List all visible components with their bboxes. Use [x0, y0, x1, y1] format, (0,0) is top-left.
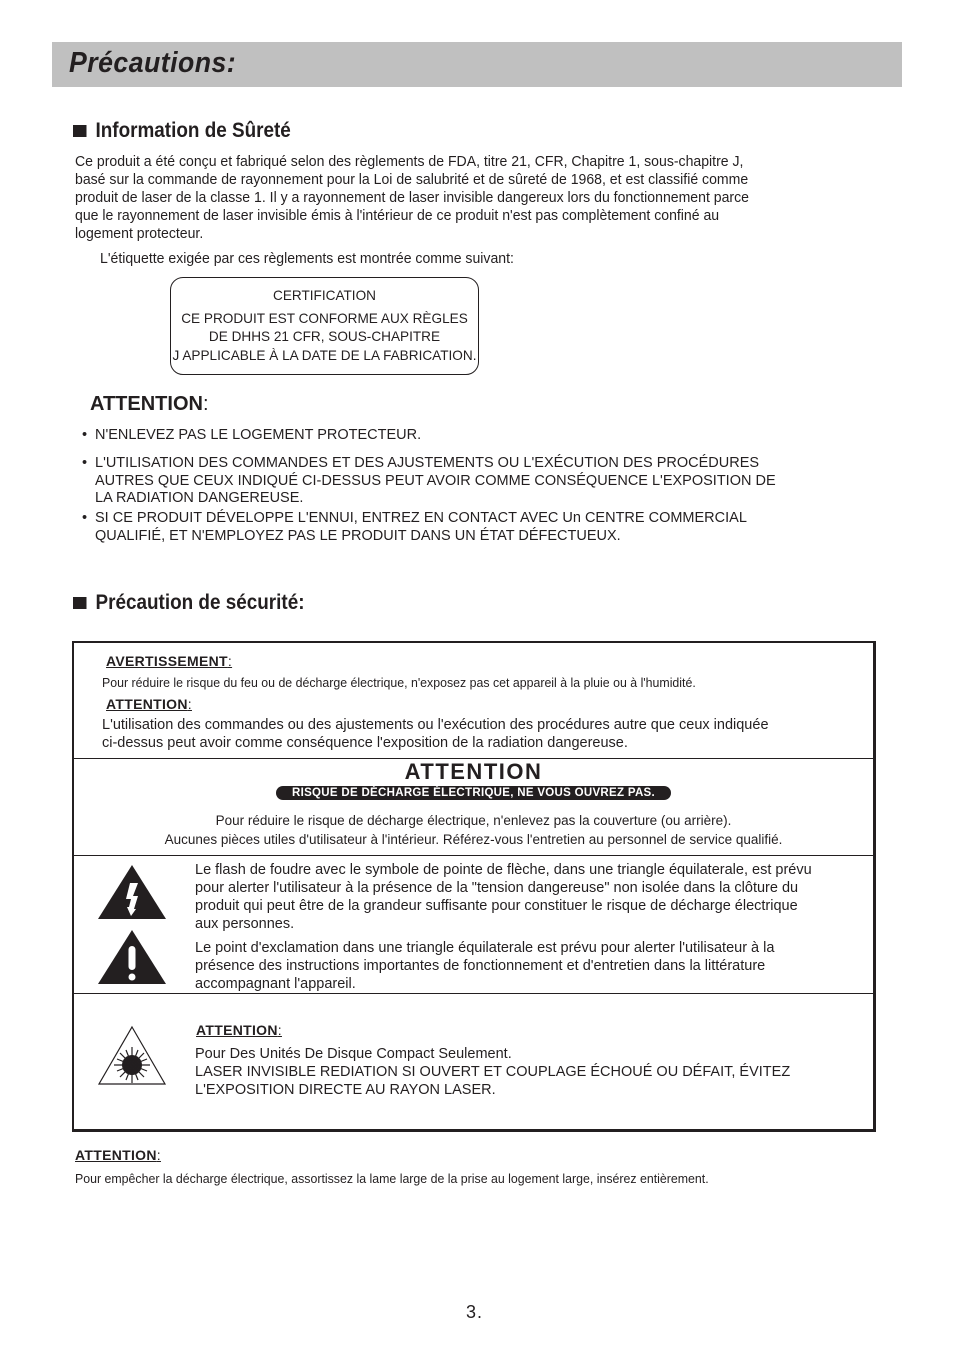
bullet-line: LA RADIATION DANGEREUSE.: [95, 490, 304, 506]
caution-line: Pour réduire le risque de décharge électrique, n'enlevez pas la couverture (ou arrière).: [215, 813, 732, 828]
paragraph-line: produit de laser de la classe 1. Il y a rayonnement de laser invisible dangereux lors du fonctionnement parce: [75, 190, 749, 206]
bullet-line: L'UTILISATION DES COMMANDES ET DES AJUSTEMENTS OU L'EXÉCUTION DES PROCÉDURES: [95, 455, 760, 471]
certification-title: CERTIFICATION: [273, 288, 376, 303]
bullet-dot-icon: •: [82, 455, 88, 471]
laser-line: LASER INVISIBLE REDIATION SI OUVERT ET COUPLAGE ÉCHOUÉ OU DÉFAIT, ÉVITEZ: [195, 1064, 791, 1080]
attention-text: [102, 716, 769, 752]
attention-heading-colon: :: [202, 393, 209, 415]
page-number: 3.: [466, 1302, 484, 1322]
bullet-line: N'ENLEVEZ PAS LE LOGEMENT PROTECTEUR.: [95, 427, 422, 443]
paragraph-line: basé sur la commande de rayonnement pour la Loi de salubrité et de sûreté de 1968, et est classifié comme: [75, 172, 749, 188]
footer-attention-label-text: ATTENTION: [75, 1147, 157, 1163]
certification-label: [170, 277, 479, 375]
symbol-line: présence des instructions importantes de fonctionnement et d'entretien dans la littérature: [195, 958, 766, 974]
safety-info-paragraph: [75, 153, 851, 243]
attention-heading-text: ATTENTION: [90, 393, 203, 415]
caution-panel-title: ATTENTION: [404, 759, 543, 784]
caution-banner: RISQUE DE DÉCHARGE ÉLECTRIQUE, NE VOUS OUVREZ PAS.: [276, 786, 671, 800]
footer-attention-label: [75, 1147, 161, 1163]
safety-precaution-box: [72, 641, 876, 1132]
laser-attention-label-colon: :: [277, 1022, 282, 1038]
attention-label-colon: :: [187, 696, 192, 712]
bullet-line: QUALIFIÉ, ET N'EMPLOYEZ PAS LE PRODUIT DANS UN ÉTAT DÉFECTUEUX.: [95, 527, 621, 544]
section-heading-safety-precaution: [73, 591, 305, 615]
bullet-line: AUTRES QUE CEUX INDIQUÉ CI-DESSUS PEUT AVOIR COMME CONSÉQUENCE L'EXPOSITION DE: [95, 472, 776, 489]
lightning-triangle-icon: [96, 863, 168, 921]
laser-attention-label-text: ATTENTION: [196, 1022, 278, 1038]
bullet-line: SI CE PRODUIT DÉVELOPPE L'ENNUI, ENTREZ EN CONTACT AVEC Un CENTRE COMMERCIAL: [95, 510, 747, 526]
page-title-bar: [52, 42, 902, 87]
attention-label-text: ATTENTION: [106, 696, 188, 712]
warning-label-text: AVERTISSEMENT: [106, 653, 228, 669]
bullet-dot-icon: •: [82, 427, 88, 443]
symbol-line: accompagnant l'appareil.: [195, 976, 356, 992]
certification-line: J APPLICABLE À LA DATE DE LA FABRICATION.: [172, 347, 477, 363]
divider: [74, 855, 873, 856]
square-bullet-icon: [73, 125, 87, 137]
symbol-line: pour alerter l'utilisateur à la présence de la "tension dangereuse" non isolée dans la clôture du: [195, 880, 799, 896]
certification-line: CE PRODUIT EST CONFORME AUX RÈGLES: [181, 310, 468, 326]
section-heading-text: Information de Sûreté: [95, 119, 291, 142]
laser-attention-label: [196, 1022, 282, 1038]
footer-attention-label-colon: :: [156, 1147, 161, 1163]
symbol-line: Le flash de foudre avec le symbole de pointe de flèche, dans une triangle équilaterale, est prévu: [195, 862, 812, 878]
lightning-symbol-text: [195, 861, 812, 933]
caution-line: Aucunes pièces utiles d'utilisateur à l'intérieur. Référez-vous l'entretien au personnel de service qualifié.: [164, 832, 783, 847]
attention-label: [106, 696, 192, 712]
caution-panel-text: [74, 811, 873, 849]
attention-line: L'utilisation des commandes ou des ajustements ou l'exécution des procédures autre que ceux indiquée: [102, 717, 769, 733]
laser-line: Pour Des Unités De Disque Compact Seulement.: [195, 1046, 512, 1062]
footer-attention-text: Pour empêcher la décharge électrique, assortissez la lame large de la prise au logement large, insérez entièrement.: [75, 1171, 709, 1186]
symbol-line: produit qui peut être de la grandeur suffisante pour constituer le risque de décharge électrique: [195, 898, 798, 914]
square-bullet-icon: [73, 597, 87, 609]
section-heading-safety-info: [73, 119, 291, 143]
laser-text: [195, 1045, 790, 1099]
section-heading-text: Précaution de sécurité:: [95, 591, 305, 614]
warning-label-colon: :: [227, 653, 233, 669]
certification-line: DE DHHS 21 CFR, SOUS-CHAPITRE: [208, 329, 441, 344]
exclamation-symbol-text: [195, 939, 774, 993]
attention-line: ci-dessus peut avoir comme conséquence l'exposition de la radiation dangereuse.: [102, 735, 628, 751]
warning-text: Pour réduire le risque du feu ou de décharge électrique, n'exposez pas cet appareil à la pluie ou à l'humidité.: [102, 675, 696, 690]
symbol-line: Le point d'exclamation dans une triangle équilaterale est prévu pour alerter l'utilisateur à la: [195, 940, 775, 956]
symbol-line: aux personnes.: [195, 916, 295, 932]
divider: [74, 993, 873, 994]
bullet-dot-icon: •: [82, 510, 88, 526]
exclamation-triangle-icon: [96, 928, 168, 986]
paragraph-line: que le rayonnement de laser invisible émis à l'intérieur de ce produit n'est pas complètement confiné au: [75, 208, 720, 224]
laser-warning-icon: [97, 1025, 167, 1087]
paragraph-line: Ce produit a été conçu et fabriqué selon des règlements de FDA, titre 21, CFR, Chapitre 1, sous-chapitre J,: [75, 154, 744, 170]
laser-line: L'EXPOSITION DIRECTE AU RAYON LASER.: [195, 1082, 496, 1098]
warning-label: [106, 653, 232, 669]
label-intro: L'étiquette exigée par ces règlements est montrée comme suivant:: [100, 251, 514, 267]
attention-heading: [90, 393, 209, 416]
page-title: Précautions:: [69, 47, 237, 79]
caution-banner-row: [74, 786, 873, 800]
paragraph-line: logement protecteur.: [75, 226, 204, 242]
